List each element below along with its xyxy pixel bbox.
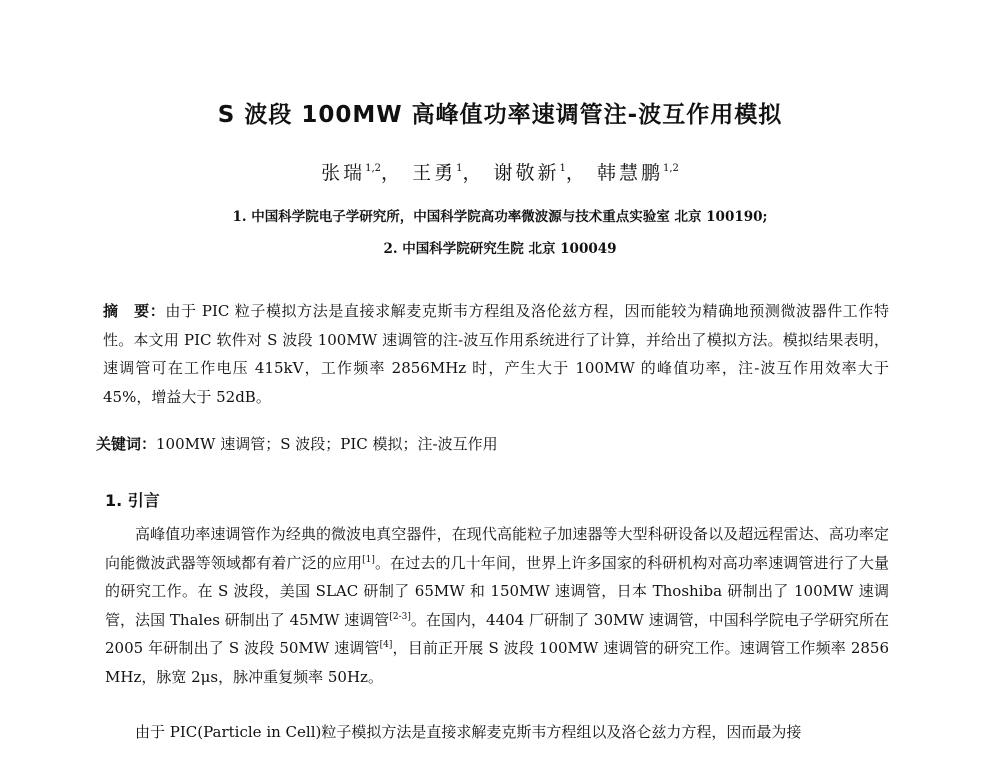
intro-text: 高峰值功率速调管作为经典的微波电真空器件，在现代高能粒子加速器等大型科研设备以及超远程雷达、高功率定向能微波武器等领域都有着广泛的应用: [105, 525, 889, 572]
author-affiliation-marker: 1,2: [663, 163, 679, 174]
author-affiliation-marker: 1: [456, 163, 463, 174]
section-heading: 1. 引言: [105, 491, 160, 510]
keywords-label: 关键词：: [96, 435, 157, 453]
intro-text: 。在过去的几十年间，世界上许多国家的科研机构对高功率速调管进行了大量的研究工作。在 S 波段，美国 SLAC 研制了 65MW 和 150MW 速调管，日本 Thoshiba 研制出了 100MW 速调管，法国 Thales 研制出了 45MW 速调管: [105, 553, 889, 629]
abstract-text: 由于 PIC 粒子模拟方法是直接求解麦克斯韦方程组及洛伦兹方程，因而能较为精确地预测微波器件工作特性。本文用 PIC 软件对 S 波段 100MW 速调管的注-波互作用系统进行了计算，并给出了模拟方法。模拟结果表明，速调管可在工作电压 415kV，工作频率 2856MHz 时，产生大于 100MW 的峰值功率，注-波互作用效率大于 45%，增益大于 52dB。: [103, 302, 889, 406]
intro-text: 。在国内，4404 厂研制了 30MW 速调管，中国科学院电子学研究所在 2005 年研制出了 S 波段 50MW 速调管: [105, 610, 889, 657]
author-name: 王勇: [412, 162, 457, 184]
author-separator: ，: [565, 162, 588, 184]
keywords-text: 100MW 速调管；S 波段；PIC 模拟；注-波互作用: [156, 435, 498, 453]
intro-paragraph-1: [105, 520, 889, 691]
intro-text: ，目前正开展 S 波段 100MW 速调管的研究工作。速调管工作频率 2856 MHz，脉宽 2μs，脉冲重复频率 50Hz。: [105, 639, 890, 686]
citation-marker: [2-3]: [389, 611, 411, 622]
keywords: [96, 430, 896, 459]
author-affiliation-marker: 1: [559, 163, 566, 174]
citation-marker: [1]: [362, 554, 375, 565]
citation-marker: [4]: [379, 640, 393, 650]
author-separator: ，: [462, 162, 485, 184]
author-affiliation-marker: 1,2: [365, 163, 382, 174]
author-list: [0, 158, 1000, 185]
author-name: 谢敬新: [493, 162, 560, 184]
paper-title: S 波段 100MW 高峰值功率速调管注-波互作用模拟: [217, 102, 783, 128]
affiliation-2: 2. 中国科学院研究生院 北京 100049: [383, 241, 617, 257]
abstract: [103, 297, 889, 411]
author-name: 韩慧鹏: [596, 162, 663, 184]
author-separator: ，: [381, 162, 404, 184]
affiliation-1: 1. 中国科学院电子学研究所，中国科学院高功率微波源与技术重点实验室 北京 100190;: [232, 209, 768, 225]
author-name: 张瑞: [321, 162, 366, 184]
intro-paragraph-2: 由于 PIC(Particle in Cell)粒子模拟方法是直接求解麦克斯韦方程组以及洛仑兹力方程，因而最为接: [135, 723, 802, 741]
abstract-label: 摘 要：: [103, 302, 166, 320]
